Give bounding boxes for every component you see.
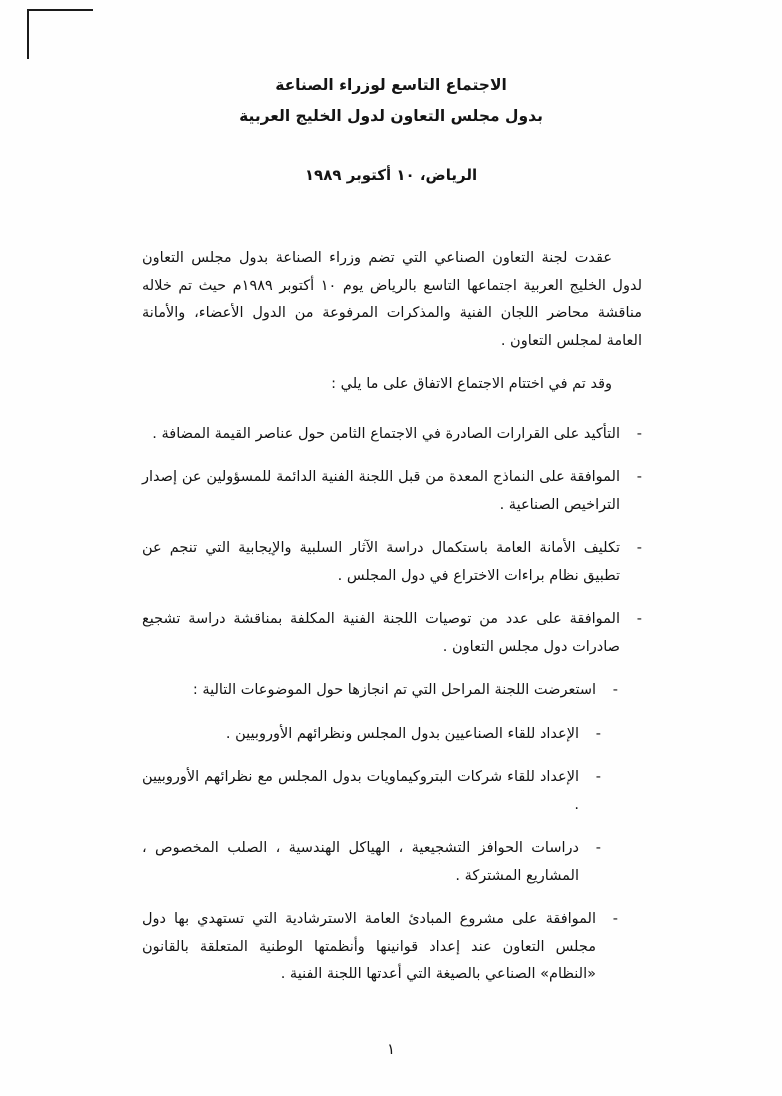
title-line-2: بدول مجلس التعاون لدول الخليج العربية: [239, 107, 543, 125]
list-item: [142, 421, 642, 449]
list-item: [142, 835, 642, 890]
list-item: [142, 606, 642, 661]
dash-bullet: -: [612, 911, 618, 927]
lead-in-paragraph: وقد تم في اختتام الاجتماع الاتفاق على ما يلي :: [331, 376, 612, 392]
list-item: [142, 464, 642, 519]
dash-bullet: -: [612, 682, 618, 698]
list-item-text: استعرضت اللجنة المراحل التي تم انجازها حول الموضوعات التالية :: [192, 682, 596, 698]
opening-paragraph: عقدت لجنة التعاون الصناعي التي تضم وزراء الصناعة بدول مجلس التعاون لدول الخليج العربية اجتماعها التاسع بالرياض يوم ١٠ أكتوبر ١٩٨٩م حيث تم خلاله مناقشة محاضر اللجان الفنية والمذكرات المرفوعة من الدول الأعضاء، والأمانة العامة لمجلس التعاون .: [142, 250, 642, 349]
list-item: [142, 721, 642, 749]
list-item-text: الإعداد للقاء شركات البتروكيماويات بدول المجلس مع نظرائهم الأوروبيين .: [142, 769, 579, 813]
document-body: [142, 245, 642, 989]
dash-bullet: -: [595, 840, 601, 856]
dash-bullet: -: [636, 469, 642, 485]
list-item-text: الموافقة على عدد من توصيات اللجنة الفنية المكلفة بمناقشة دراسة تشجيع صادرات دول مجلس التعاون .: [142, 611, 620, 655]
list-item: [142, 677, 642, 705]
list-item: [142, 906, 642, 989]
bullet-list: [142, 421, 642, 989]
date-line: الرياض، ١٠ أكتوبر ١٩٨٩: [304, 166, 478, 184]
title-line-1: الاجتماع التاسع لوزراء الصناعة: [275, 76, 507, 94]
dash-bullet: -: [636, 540, 642, 556]
list-item-text: دراسات الحوافز التشجيعية ، الهياكل الهندسية ، الصلب المخصوص ، المشاريع المشتركة .: [142, 840, 579, 884]
dash-bullet: -: [595, 725, 601, 742]
dash-bullet: -: [636, 425, 642, 442]
document-header: [0, 0, 782, 189]
list-item-text: التأكيد على القرارات الصادرة في الاجتماع الثامن حول عناصر القيمة المضافة .: [152, 425, 620, 442]
page-number: ١: [386, 1040, 396, 1058]
list-item-text: تكليف الأمانة العامة باستكمال دراسة الآثار السلبية والإيجابية التي تنجم عن تطبيق نظام براءات الاختراع في دول المجلس .: [142, 540, 620, 584]
list-item-text: الموافقة على النماذج المعدة من قبل اللجنة الفنية الدائمة للمسؤولين عن إصدار التراخيص الصناعية .: [142, 469, 620, 513]
dash-bullet: -: [636, 611, 642, 627]
list-item: [142, 535, 642, 590]
list-item-text: الإعداد للقاء الصناعيين بدول المجلس ونظرائهم الأوروبيين .: [225, 725, 579, 742]
dash-bullet: -: [595, 769, 601, 785]
list-item: [142, 764, 642, 819]
list-item-text: الموافقة على مشروع المبادئ العامة الاسترشادية التي تستهدي بها دول مجلس التعاون عند إعداد قوانينها وأنظمتها الوطنية المتعلقة بالقانون «النظام» الصناعي بالصيغة التي أعدتها اللجنة الفنية .: [142, 911, 596, 982]
